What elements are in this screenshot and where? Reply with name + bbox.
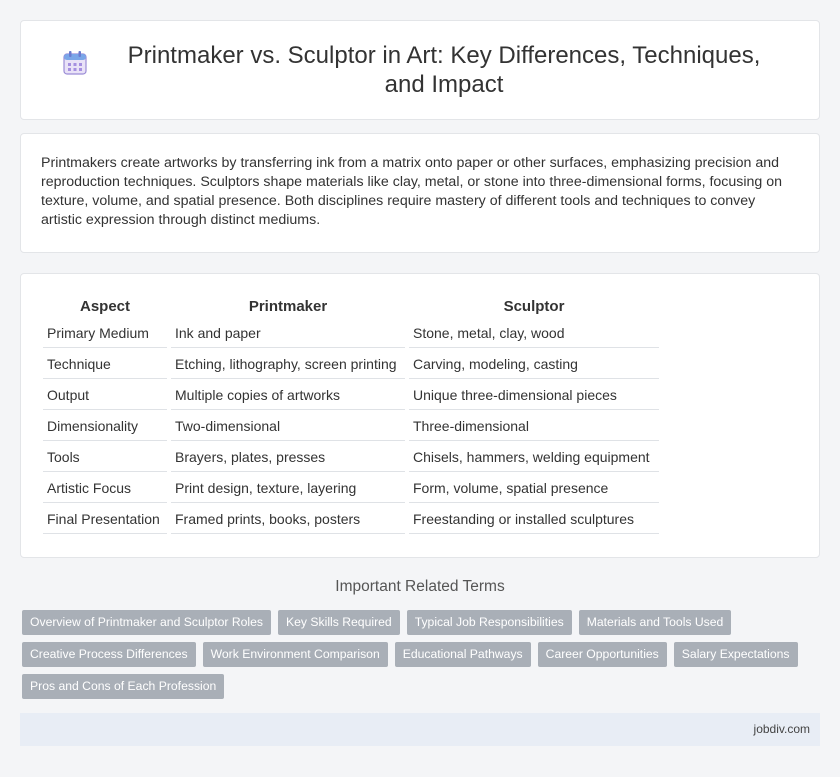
- title-wrap: [61, 41, 779, 99]
- cell-sculptor: Stone, metal, clay, wood: [409, 317, 659, 348]
- header-aspect: Aspect: [79, 298, 131, 315]
- table-row: [43, 503, 659, 534]
- term-tag[interactable]: Salary Expectations: [674, 642, 798, 667]
- term-tag[interactable]: Materials and Tools Used: [579, 610, 732, 635]
- table-header-row: [43, 294, 659, 317]
- header-sculptor: Sculptor: [503, 298, 565, 315]
- header-printmaker: Printmaker: [248, 298, 328, 315]
- term-tag[interactable]: Work Environment Comparison: [203, 642, 388, 667]
- term-tag[interactable]: Key Skills Required: [278, 610, 400, 635]
- cell-printmaker: Two-dimensional: [171, 410, 405, 441]
- term-tag[interactable]: Overview of Printmaker and Sculptor Roles: [22, 610, 271, 635]
- table-row: [43, 472, 659, 503]
- footer-site-link[interactable]: jobdiv.com: [753, 722, 810, 736]
- calendar-icon: [61, 49, 89, 77]
- cell-printmaker: Multiple copies of artworks: [171, 379, 405, 410]
- cell-sculptor: Freestanding or installed sculptures: [409, 503, 659, 534]
- cell-printmaker: Brayers, plates, presses: [171, 441, 405, 472]
- table-row: [43, 379, 659, 410]
- term-tag[interactable]: Pros and Cons of Each Profession: [22, 674, 224, 699]
- cell-printmaker: Ink and paper: [171, 317, 405, 348]
- cell-sculptor: Form, volume, spatial presence: [409, 472, 659, 503]
- cell-aspect: Technique: [43, 348, 167, 379]
- intro-card: [20, 133, 820, 253]
- page-title: Printmaker vs. Sculptor in Art: Key Differences, Techniques, and Impact: [127, 42, 761, 98]
- title-card: [20, 20, 820, 120]
- term-tag[interactable]: Educational Pathways: [395, 642, 531, 667]
- cell-aspect: Primary Medium: [43, 317, 167, 348]
- term-tag[interactable]: Career Opportunities: [538, 642, 667, 667]
- cell-printmaker: Framed prints, books, posters: [171, 503, 405, 534]
- table-row: [43, 348, 659, 379]
- comparison-table: [39, 294, 663, 534]
- table-row: [43, 410, 659, 441]
- cell-aspect: Final Presentation: [43, 503, 167, 534]
- comparison-card: [20, 273, 820, 558]
- cell-printmaker: Print design, texture, layering: [171, 472, 405, 503]
- footer: [20, 713, 820, 746]
- cell-aspect: Tools: [43, 441, 167, 472]
- cell-sculptor: Unique three-dimensional pieces: [409, 379, 659, 410]
- cell-sculptor: Three-dimensional: [409, 410, 659, 441]
- related-terms-list: [22, 610, 812, 706]
- term-tag[interactable]: Typical Job Responsibilities: [407, 610, 572, 635]
- intro-paragraph: Printmakers create artworks by transferring ink from a matrix onto paper or other surfaces, emphasizing precision and reproduction techniques. Sculptors shape materials like clay, metal, or stone into three-dimensional forms, focusing on texture, volume, and spatial presence. Both disciplines require mastery of different tools and techniques to convey artistic expression through distinct mediums.: [41, 155, 783, 228]
- cell-aspect: Dimensionality: [43, 410, 167, 441]
- cell-sculptor: Carving, modeling, casting: [409, 348, 659, 379]
- cell-printmaker: Etching, lithography, screen printing: [171, 348, 405, 379]
- table-row: [43, 317, 659, 348]
- cell-aspect: Artistic Focus: [43, 472, 167, 503]
- cell-sculptor: Chisels, hammers, welding equipment: [409, 441, 659, 472]
- term-tag[interactable]: Creative Process Differences: [22, 642, 196, 667]
- table-row: [43, 441, 659, 472]
- related-terms-heading: Important Related Terms: [335, 578, 505, 595]
- cell-aspect: Output: [43, 379, 167, 410]
